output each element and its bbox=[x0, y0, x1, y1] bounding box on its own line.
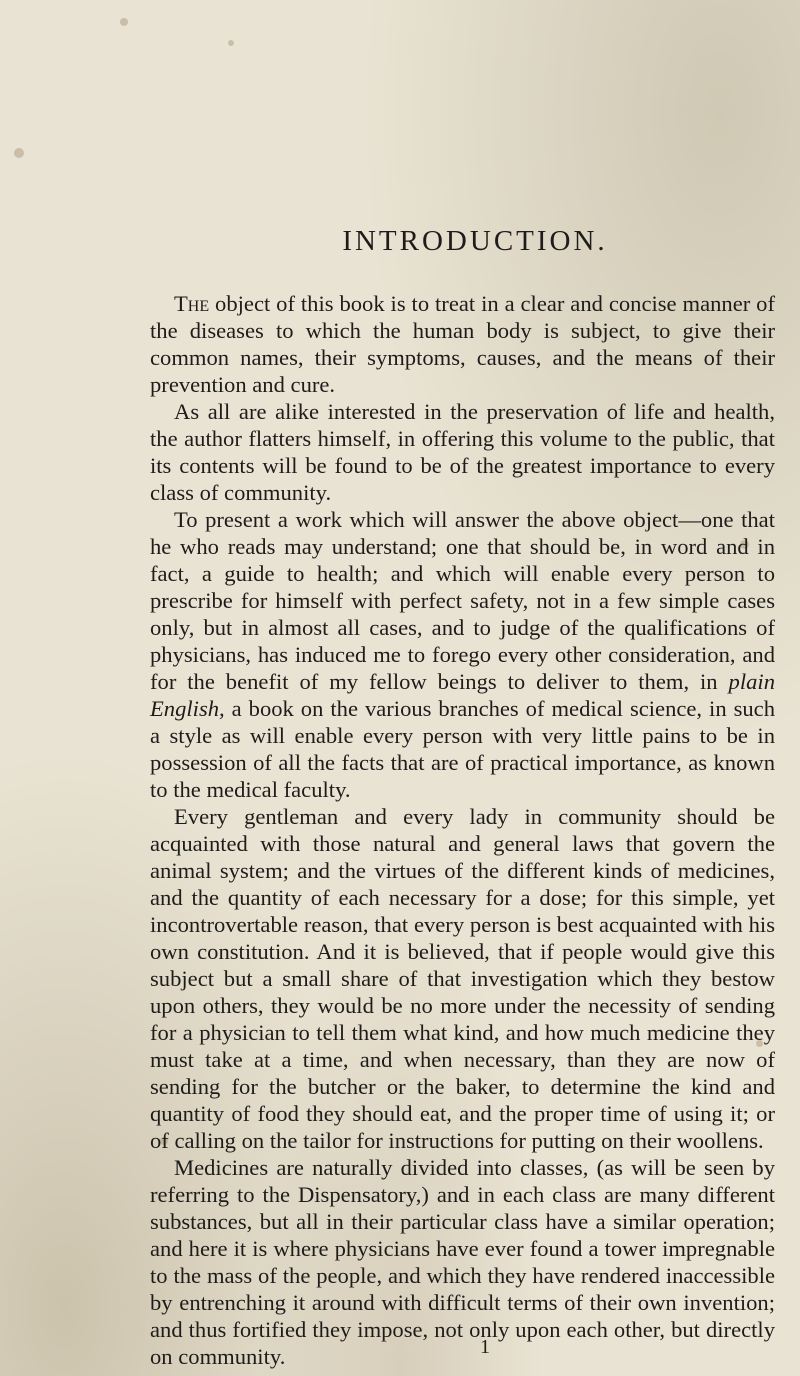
paragraph-text: Medicines are naturally divided into classes, (as will be seen by referring to the Dispensatory,) and in each class are many different substances, but all in their particular class have a similar operation; and here it is where physicians have ever found a tower impregnable to the mass of the people, and which they have rendered inaccessible by entrenching it around with difficult terms of their own invention; and thus fortified they impose, not only upon each other, but directly on community. bbox=[150, 1155, 775, 1369]
page-content bbox=[150, 0, 800, 1376]
stain-spot bbox=[120, 18, 128, 26]
page-heading: INTRODUCTION. bbox=[342, 225, 608, 257]
paragraph-3 bbox=[150, 506, 775, 803]
paragraph-1 bbox=[150, 290, 775, 398]
emphasis-text: plain English, bbox=[150, 669, 775, 721]
stain-spot bbox=[14, 148, 24, 158]
paragraph-text: a book on the various branches of medical science, in such a style as will enable every person with very little pains to be in possession of all the facts that are of practical importance, as known to the medical faculty. bbox=[150, 696, 775, 802]
paragraph-4 bbox=[150, 803, 775, 1154]
paragraph-text: To present a work which will answer the above object—one that he who reads may understand; one that should be, in word and in fact, a guide to health; and which will enable every person to prescribe for himself with perfect safety, not in a few simple cases only, but in almost all cases, and to judge of the qualifications of physicians, has induced me to forego every other consideration, and for the benefit of my fellow beings to deliver to them, in bbox=[150, 507, 775, 694]
paragraph-text: As all are alike interested in the preservation of life and health, the author flatters himself, in offering this volume to the public, that its contents will be found to be of the greatest importance to every class of community. bbox=[150, 399, 775, 505]
paragraph-text: object of this book is to treat in a clear and concise manner of the diseases to which the human body is subject, to give their common names, their symptoms, causes, and the means of their prevention and cure. bbox=[150, 291, 775, 397]
page-number: 1 bbox=[480, 1336, 490, 1358]
paragraph-lead: The bbox=[174, 291, 210, 316]
body-text bbox=[150, 290, 775, 1370]
paragraph-text: Every gentleman and every lady in community should be acquainted with those natural and general laws that govern the animal system; and the virtues of the different kinds of medicines, and the quantity of each necessary for a dose; for this simple, yet incontrovertable reason, that every person is best acquainted with his own constitution. And it is believed, that if people would give this subject but a small share of that investigation which they bestow upon others, they would be no more under the necessity of sending for a physician to tell them what kind, and how much medicine they must take at a time, and when necessary, than they are now of sending for the butcher or the baker, to determine the kind and quantity of food they should eat, and the proper time of using it; or of calling on the tailor for instructions for putting on their woollens. bbox=[150, 804, 775, 1153]
paragraph-2 bbox=[150, 398, 775, 506]
paragraph-5 bbox=[150, 1154, 775, 1370]
